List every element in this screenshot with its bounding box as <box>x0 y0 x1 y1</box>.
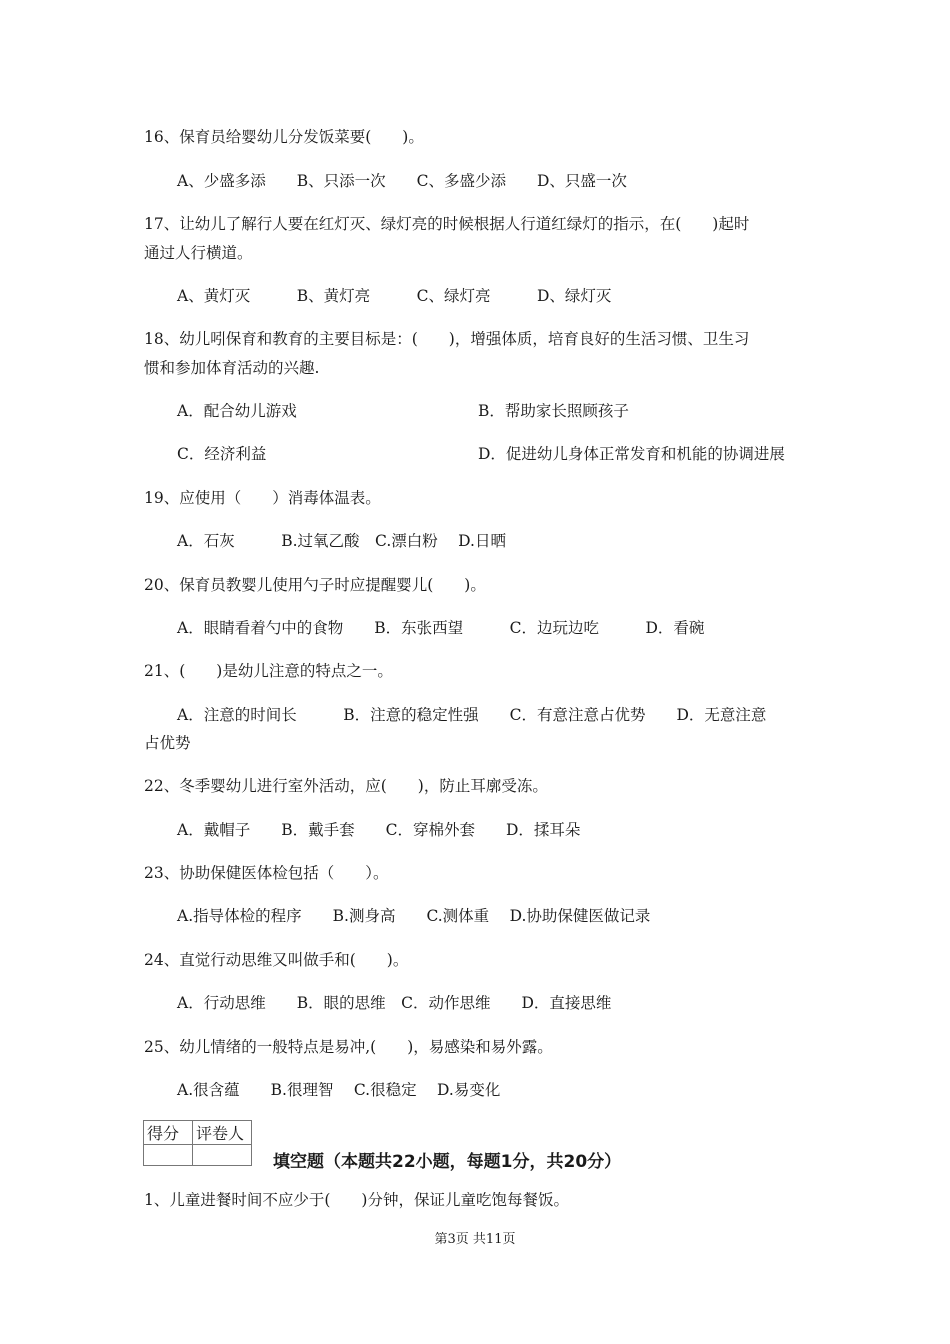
question-17-continuation: 通过人行横道。 <box>144 244 253 262</box>
question-23-options: A.指导体检的程序 B.测身高 C.测体重 D.协助保健医做记录 <box>177 907 651 925</box>
fill-question-1: 1、儿童进餐时间不应少于( )分钟，保证儿童吃饱每餐饭。 <box>144 1191 569 1209</box>
question-18-option-c: C．经济利益 <box>177 445 267 463</box>
question-21-options: A．注意的时间长 B．注意的稳定性强 C．有意注意占优势 D．无意注意 <box>177 706 767 724</box>
question-16-options: A、少盛多添 B、只添一次 C、多盛少添 D、只盛一次 <box>177 172 627 190</box>
question-20-options: A．眼睛看着勺中的食物 B．东张西望 C．边玩边吃 D．看碗 <box>177 619 705 637</box>
question-18-option-b: B．帮助家长照顾孩子 <box>478 402 629 420</box>
question-17-options: A、黄灯灭 B、黄灯亮 C、绿灯亮 D、绿灯灭 <box>177 287 612 305</box>
grader-cell[interactable] <box>193 1145 252 1166</box>
question-23: 23、协助保健医体检包括（ ）。 <box>144 864 389 882</box>
question-18-option-d: D．促进幼儿身体正常发育和机能的协调进展 <box>478 445 785 463</box>
question-22: 22、冬季婴幼儿进行室外活动，应( )，防止耳廓受冻。 <box>144 777 548 795</box>
question-19-options: A．石灰 B.过氧乙酸 C.漂白粉 D.日晒 <box>177 532 506 550</box>
question-16: 16、保育员给婴幼儿分发饭菜要( )。 <box>144 128 424 146</box>
question-25-options: A.很含蕴 B.很理智 C.很稳定 D.易变化 <box>177 1081 501 1099</box>
score-table <box>143 1120 252 1166</box>
question-24-options: A．行动思维 B．眼的思维 C．动作思维 D．直接思维 <box>177 994 612 1012</box>
question-24: 24、直觉行动思维又叫做手和( )。 <box>144 951 409 969</box>
question-21: 21、( )是幼儿注意的特点之一。 <box>144 662 393 680</box>
section-title: 填空题（本题共22小题，每题1分，共20分） <box>273 1152 622 1172</box>
question-17: 17、让幼儿了解行人要在红灯灭、绿灯亮的时候根据人行道红绿灯的指示，在( )起时 <box>144 215 750 233</box>
question-18-continuation: 惯和参加体育活动的兴趣. <box>144 359 320 377</box>
question-18: 18、幼儿吲保育和教育的主要目标是：( )，增强体质，培育良好的生活习惯、卫生习 <box>144 330 750 348</box>
page-footer: 第3页 共11页 <box>434 1232 516 1247</box>
question-20: 20、保育员教婴儿使用勺子时应提醒婴儿( )。 <box>144 576 486 594</box>
score-cell[interactable] <box>144 1145 193 1166</box>
question-19: 19、应使用（ ）消毒体温表。 <box>144 489 381 507</box>
question-22-options: A．戴帽子 B．戴手套 C．穿棉外套 D．揉耳朵 <box>177 821 581 839</box>
score-label: 得分 <box>144 1121 193 1145</box>
question-18-option-a: A．配合幼儿游戏 <box>177 402 297 420</box>
question-25: 25、幼儿情绪的一般特点是易冲,( )，易感染和易外露。 <box>144 1038 553 1056</box>
grader-label: 评卷人 <box>193 1121 252 1145</box>
question-21-continuation: 占优势 <box>144 734 191 752</box>
